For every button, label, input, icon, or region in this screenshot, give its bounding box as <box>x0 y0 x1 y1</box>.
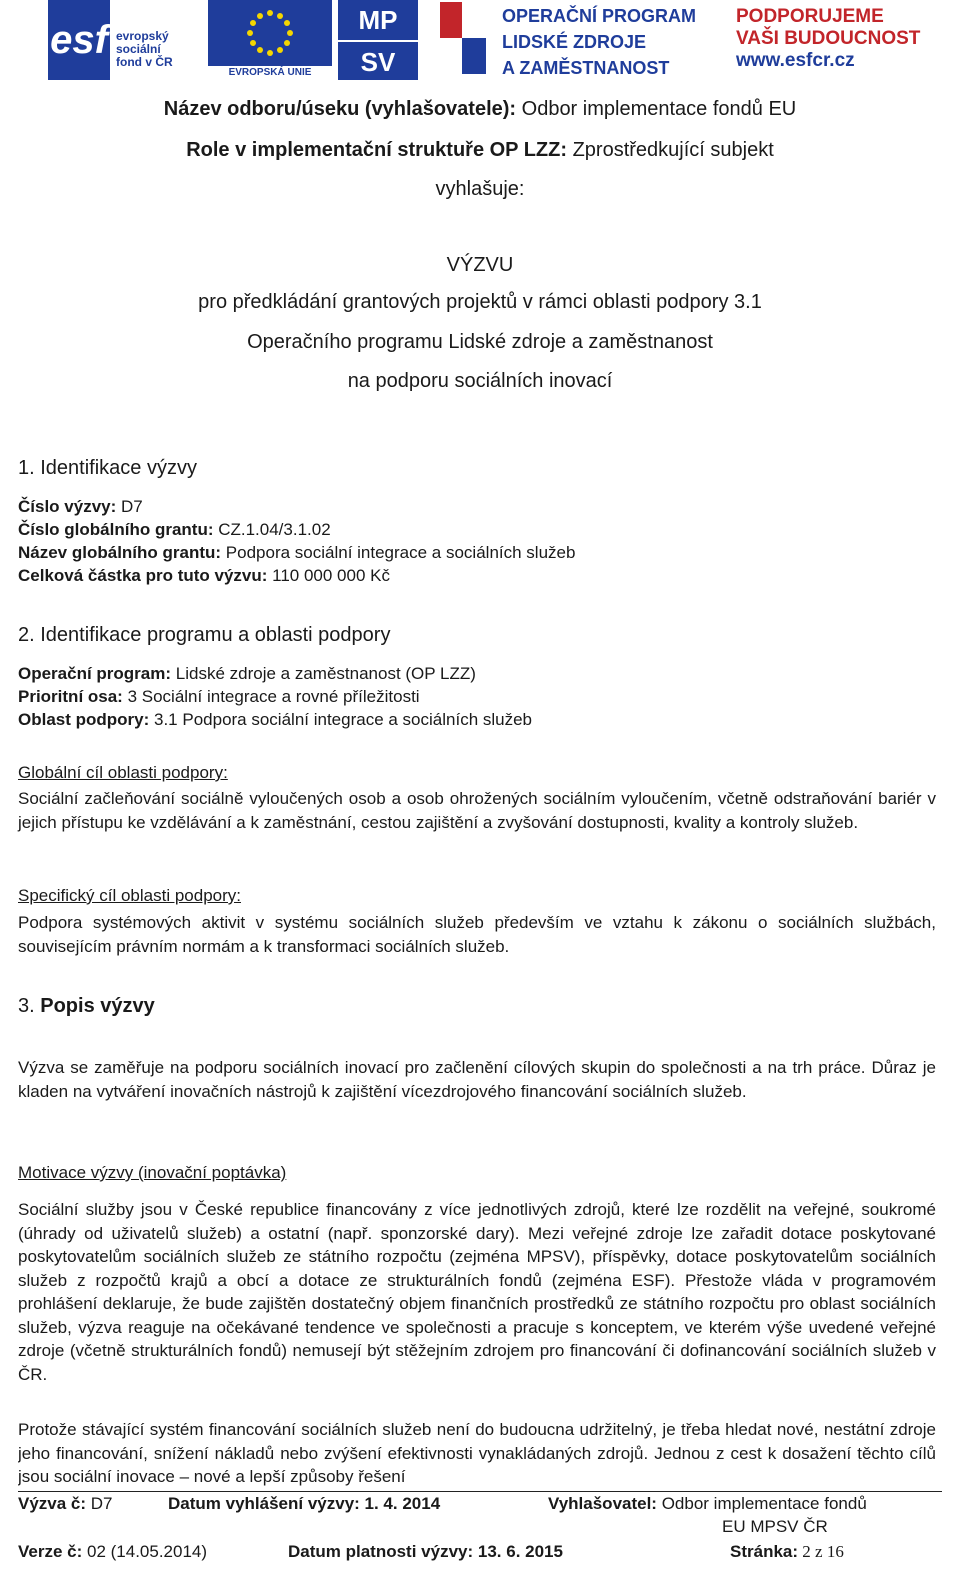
grant-number-line <box>18 520 331 540</box>
call-line-1: pro předkládání grantových projektů v rámci oblasti podpory 3.1 <box>198 291 762 313</box>
grant-name-label: Název globálního grantu: <box>18 543 222 562</box>
op-label: Operační program: <box>18 664 172 683</box>
op-lzz-logo <box>440 0 720 80</box>
footer-page-label: Stránka: <box>730 1542 799 1561</box>
call-number-value: D7 <box>116 497 143 516</box>
axis-line <box>18 687 420 707</box>
global-goal-text: Sociální začleňování sociálně vyloučených osob a osob ohrožených sociálním vyloučením, včetně odstraňování bariér v jejich přístupu ke vzdělávání a k zaměstnání, cestou zajištění a zvyšování dostupnosti, kvality a kontroly služeb. <box>18 789 936 832</box>
announces-text: vyhlašuje: <box>435 178 525 200</box>
amount-value: 110 000 000 Kč <box>267 566 390 585</box>
esf-logo <box>48 0 198 80</box>
footer-announcer-value: Odbor implementace fondů <box>656 1494 867 1513</box>
footer-call <box>18 1494 113 1514</box>
header-logos <box>0 0 960 90</box>
op-line <box>18 664 476 684</box>
footer-valid-value: 13. 6. 2015 <box>473 1542 563 1561</box>
axis-value: 3 Sociální integrace a rovné příležitosti <box>122 687 420 706</box>
esf-text-line: evropský <box>116 29 169 43</box>
motivation-paragraph-2: Protože stávající systém financování sociálních služeb není do budoucna udržitelný, je třeba hledat nové, nestátní zdroje jeho financování, snížení nákladů nebo zvýšení efektivnosti vynakládaných zdrojů. Jednou z cest k dosažení těchto cílů jsou sociální inovace – nové a lepší způsoby řešení <box>18 1420 936 1486</box>
grant-name-line <box>18 543 575 563</box>
global-goal-title: Globální cíl oblasti podpory: <box>18 763 228 782</box>
esf-text-line: fond v ČR <box>116 55 173 69</box>
role-value: Zprostředkující subjekt <box>567 139 774 161</box>
dept-value: Odbor implementace fondů EU <box>516 98 797 120</box>
section2-heading: 2. Identifikace programu a oblasti podpory <box>18 624 391 646</box>
call-number-line <box>18 497 143 517</box>
amount-label: Celková částka pro tuto výzvu: <box>18 566 268 585</box>
footer-announce-date-label: Datum vyhlášení výzvy: <box>168 1494 360 1513</box>
website-text: www.esfcr.cz <box>736 50 855 71</box>
op-mark-icon <box>440 2 486 74</box>
motivation-paragraph-1: Sociální služby jsou v České republice financovány z více jednotlivých zdrojů, které lze rozdělit na veřejné, soukromé (úhrady od uživatelů služeb) a ostatní (např. sponzorské dary). Mezi veřejné zdroje lze zařadit dotace poskytované poskytovatelům sociálních služeb ze státního rozpočtu (zejména MPSV), příspěvky, dotace poskytovatelům sociálních služeb z rozpočtů krajů a obcí a dotace ze strukturálních fondů (zejména ESF). Přestože vláda v programovém prohlášení deklaruje, že bude zajištěn dostatečný objem finančních prostředků ze státního rozpočtu pro oblast sociálních služeb, výzva reaguje na očekávané tendence ve společnosti a pracuje s konceptem, ve kterém výše uvedené veřejné zdroje (včetně strukturálních fondů) nemusejí být stěžejním zdrojem pro financování či dofinancování sociálních služeb v ČR. <box>18 1200 936 1384</box>
footer-announcer <box>548 1494 867 1514</box>
footer-call-value: D7 <box>86 1494 113 1513</box>
dept-line <box>0 98 960 121</box>
footer-call-label: Výzva č: <box>18 1494 87 1513</box>
specific-goal-text: Podpora systémových aktivit v systému sociálních služeb především ve vztahu k zákonu o sociálních službách, souvisejícím právním normám a k transformaci sociálních služeb. <box>18 913 936 956</box>
specific-goal-title: Specifický cíl oblasti podpory: <box>18 886 241 905</box>
slogan-line: VAŠI BUDOUCNOST <box>736 28 921 49</box>
esf-text <box>116 30 173 69</box>
call-line-2: Operačního programu Lidské zdroje a zaměstnanost <box>247 331 713 353</box>
footer-page-value: 2 z 16 <box>798 1542 844 1561</box>
mpsv-logo <box>338 0 418 80</box>
section3-heading <box>18 995 155 1018</box>
section1-heading: 1. Identifikace výzvy <box>18 457 197 479</box>
mpsv-top: MP <box>338 0 418 40</box>
footer-version-label: Verze č: <box>18 1542 83 1561</box>
call-line-3: na podporu sociálních inovací <box>347 370 613 392</box>
call-title: VÝZVU <box>446 254 514 276</box>
area-label: Oblast podpory: <box>18 710 150 729</box>
role-line <box>0 139 960 162</box>
role-label: Role v implementační struktuře OP LZZ: <box>186 139 568 161</box>
footer-valid-label: Datum platnosti výzvy: <box>288 1542 474 1561</box>
footer-announcer-value-2: EU MPSV ČR <box>722 1517 828 1536</box>
eu-label: EVROPSKÁ UNIE <box>228 67 312 78</box>
op-mark-red <box>440 2 462 38</box>
op-value: Lidské zdroje a zaměstnanost (OP LZZ) <box>171 664 476 683</box>
footer-announce-date <box>168 1494 440 1514</box>
op-line: OPERAČNÍ PROGRAM <box>502 6 697 26</box>
footer-page <box>730 1542 844 1562</box>
slogan-line: PODPORUJEME <box>736 6 884 27</box>
amount-line <box>18 566 390 586</box>
call-intro-text: Výzva se zaměřuje na podporu sociálních inovací pro začlenění cílových skupin do společnosti a na trh práce. Důraz je kladen na vytváření inovačních nástrojů k zajištění vícezdrojového financování sociálních služeb. <box>18 1058 936 1101</box>
mpsv-bottom: SV <box>338 40 418 80</box>
footer-version <box>18 1542 207 1562</box>
area-value: 3.1 Podpora sociální integrace a sociálních služeb <box>149 710 533 729</box>
eu-logo <box>208 0 332 80</box>
call-number-label: Číslo výzvy: <box>18 497 117 516</box>
grant-number-label: Číslo globálního grantu: <box>18 520 214 539</box>
grant-name-value: Podpora sociální integrace a sociálních služeb <box>221 543 576 562</box>
footer-announcer-label: Vyhlašovatel: <box>548 1494 657 1513</box>
grant-number-value: CZ.1.04/3.1.02 <box>213 520 331 539</box>
esf-mark: esf <box>48 0 110 80</box>
eu-stars-icon <box>208 0 332 66</box>
footer-version-value: 02 (14.05.2014) <box>82 1542 208 1561</box>
op-line: LIDSKÉ ZDROJE <box>502 32 647 52</box>
motivation-title: Motivace výzvy (inovační poptávka) <box>18 1163 287 1182</box>
footer-valid <box>288 1542 563 1562</box>
footer-announce-date-value: 1. 4. 2014 <box>359 1494 441 1513</box>
footer-rule <box>18 1491 942 1492</box>
slogan-logo <box>736 6 936 72</box>
esf-text-line: sociální <box>116 42 161 56</box>
axis-label: Prioritní osa: <box>18 687 123 706</box>
op-line: A ZAMĚSTNANOST <box>502 58 670 78</box>
dept-label: Název odboru/úseku (vyhlašovatele): <box>163 98 517 120</box>
section3-number: 3. <box>18 995 35 1017</box>
op-mark-blue <box>462 38 486 74</box>
section3-title: Popis výzvy <box>34 995 155 1017</box>
area-line <box>18 710 532 730</box>
